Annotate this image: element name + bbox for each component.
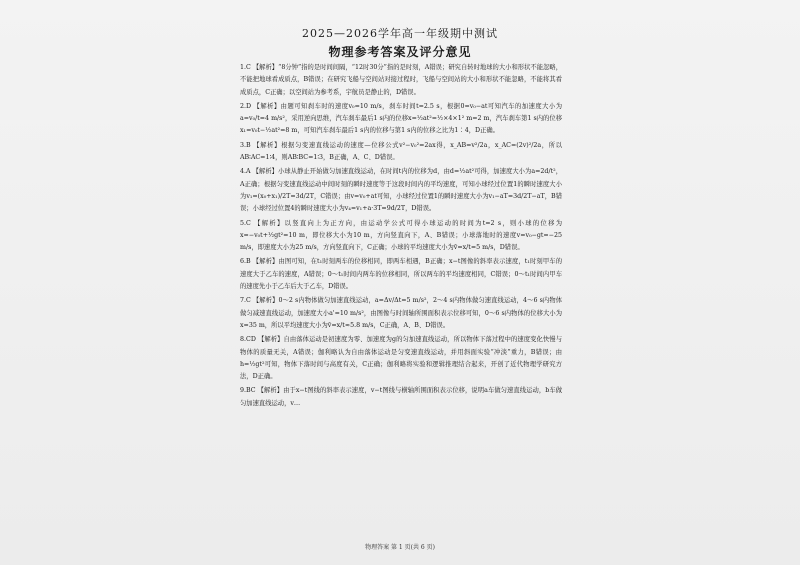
answer-item-4: 4.A 【解析】小球从静止开始做匀加速直线运动，在时间t内的位移为d，由d=½at²可得，加速度大小为a=2d/t²，A正确；根据匀变速直线运动中间时刻的瞬时速度等于这段时间内的平均速度，可知小球经过位置1的瞬时速度大小为v₁=(x₀+x₁)/2T=3d/2T，C错误；由v=v₀+at可知，小球经过位置1的瞬时速度大小为v₁−aT=3d/2T−aT，B错误；小球经过位置4的瞬时速度大小为v₄=v₁+a·3T=9d/2T，D错误。 — [240, 168, 562, 213]
answer-item-5: 5.C 【解析】以竖直向上为正方向，由运动学公式可得小球运动的时间为t=2 s，则小球的位移为x=−v₀t+½gt²=10 m，即位移大小为10 m，方向竖直向下，A、B错误；小球落地时的速度v=v₀−gt=−25 m/s，即速度大小为25 m/s，方向竖直向下，C正确；小球的平均速度大小为v̄=x/t=5 m/s，D错误。 — [240, 219, 562, 252]
answer-key-title: 物理参考答案及评分意见 — [328, 45, 472, 59]
answer-item-6: 6.B 【解析】由图可知，在t₁时刻两车的位移相同，即两车相遇，B正确；x−t图像的斜率表示速度，t₁时刻甲车的速度大于乙车的速度，A错误；0～t₁时间内两车的位移相同，所以两车的平均速度相同，C错误；0～t₁时间内甲车的速度先小于乙车后大于乙车，D错误。 — [240, 258, 562, 291]
answer-item-8: 8.CD 【解析】自由落体运动是初速度为零、加速度为g的匀加速直线运动，所以物体下落过程中的速度变化快慢与物体的质量无关，A错误；伽利略认为自由落体运动是匀变速直线运动，并用斜面实验“冲淡”重力，B错误；由h=½gt²可知，物体下落时间与高度有关，C正确；伽利略将实验和逻辑推理结合起来，开创了近代物理学研究方法，D正确。 — [240, 336, 562, 381]
answer-item-9: 9.BC 【解析】由于x−t图线的斜率表示速度，v−t图线与横轴所围面积表示位移，说明a车做匀速直线运动，b车做匀加速直线运动，v… — [240, 387, 562, 407]
answer-list — [240, 62, 562, 412]
answer-item-1: 1.C 【解析】“8分钟”指的是时间间隔，“12时30分”指的是时刻，A错误；研究自转时地球的大小和形状不能忽略，不能把地球看成质点，B错误；在研究飞船与空间站对接过程时，飞船与空间站的大小和形状不能忽略，不能将其看成质点，C正确；以空间站为参考系，宇航员是静止的，D错误。 — [240, 64, 562, 96]
answer-item-2: 2.D 【解析】由题可知刹车时的速度v₀=10 m/s，刹车时间t=2.5 s，根据0=v₀−at可知汽车的加速度大小为a=v₀/t=4 m/s²，采用逆向思维，汽车刹车最后1 s内的位移x=½at²=½×4×1² m=2 m，汽车刹车第1 s内的位移x₁=v₀t−½at²=8 m，可知汽车刹车最后1 s内的位移与第1 s内的位移之比为1∶4，D正确。 — [240, 102, 562, 135]
page-footer: 物理答案 第 1 页(共 6 页) — [365, 544, 435, 551]
exam-title: 2025—2026学年高一年级期中测试 — [302, 27, 498, 40]
answer-item-7: 7.C 【解析】0～2 s内物体做匀加速直线运动，a=Δv/Δt=5 m/s²，2～4 s内物体做匀速直线运动，4～6 s内物体做匀减速直线运动，加速度大小a'=10 m/s²，由图像与时间轴所围面积表示位移可知，0～6 s内物体的位移大小为x=35 m，所以平均速度大小为v̄=x/t≈5.8 m/s，C正确，A、B、D错误。 — [240, 297, 562, 329]
answer-item-3: 3.B 【解析】根据匀变速直线运动的速度—位移公式v²−v₀²=2ax得，x_AB=v²/2a，x_AC=(2v)²/2a，所以AB∶AC=1∶4，则AB∶BC=1∶3，B正确，A、C、D错误。 — [240, 141, 562, 162]
